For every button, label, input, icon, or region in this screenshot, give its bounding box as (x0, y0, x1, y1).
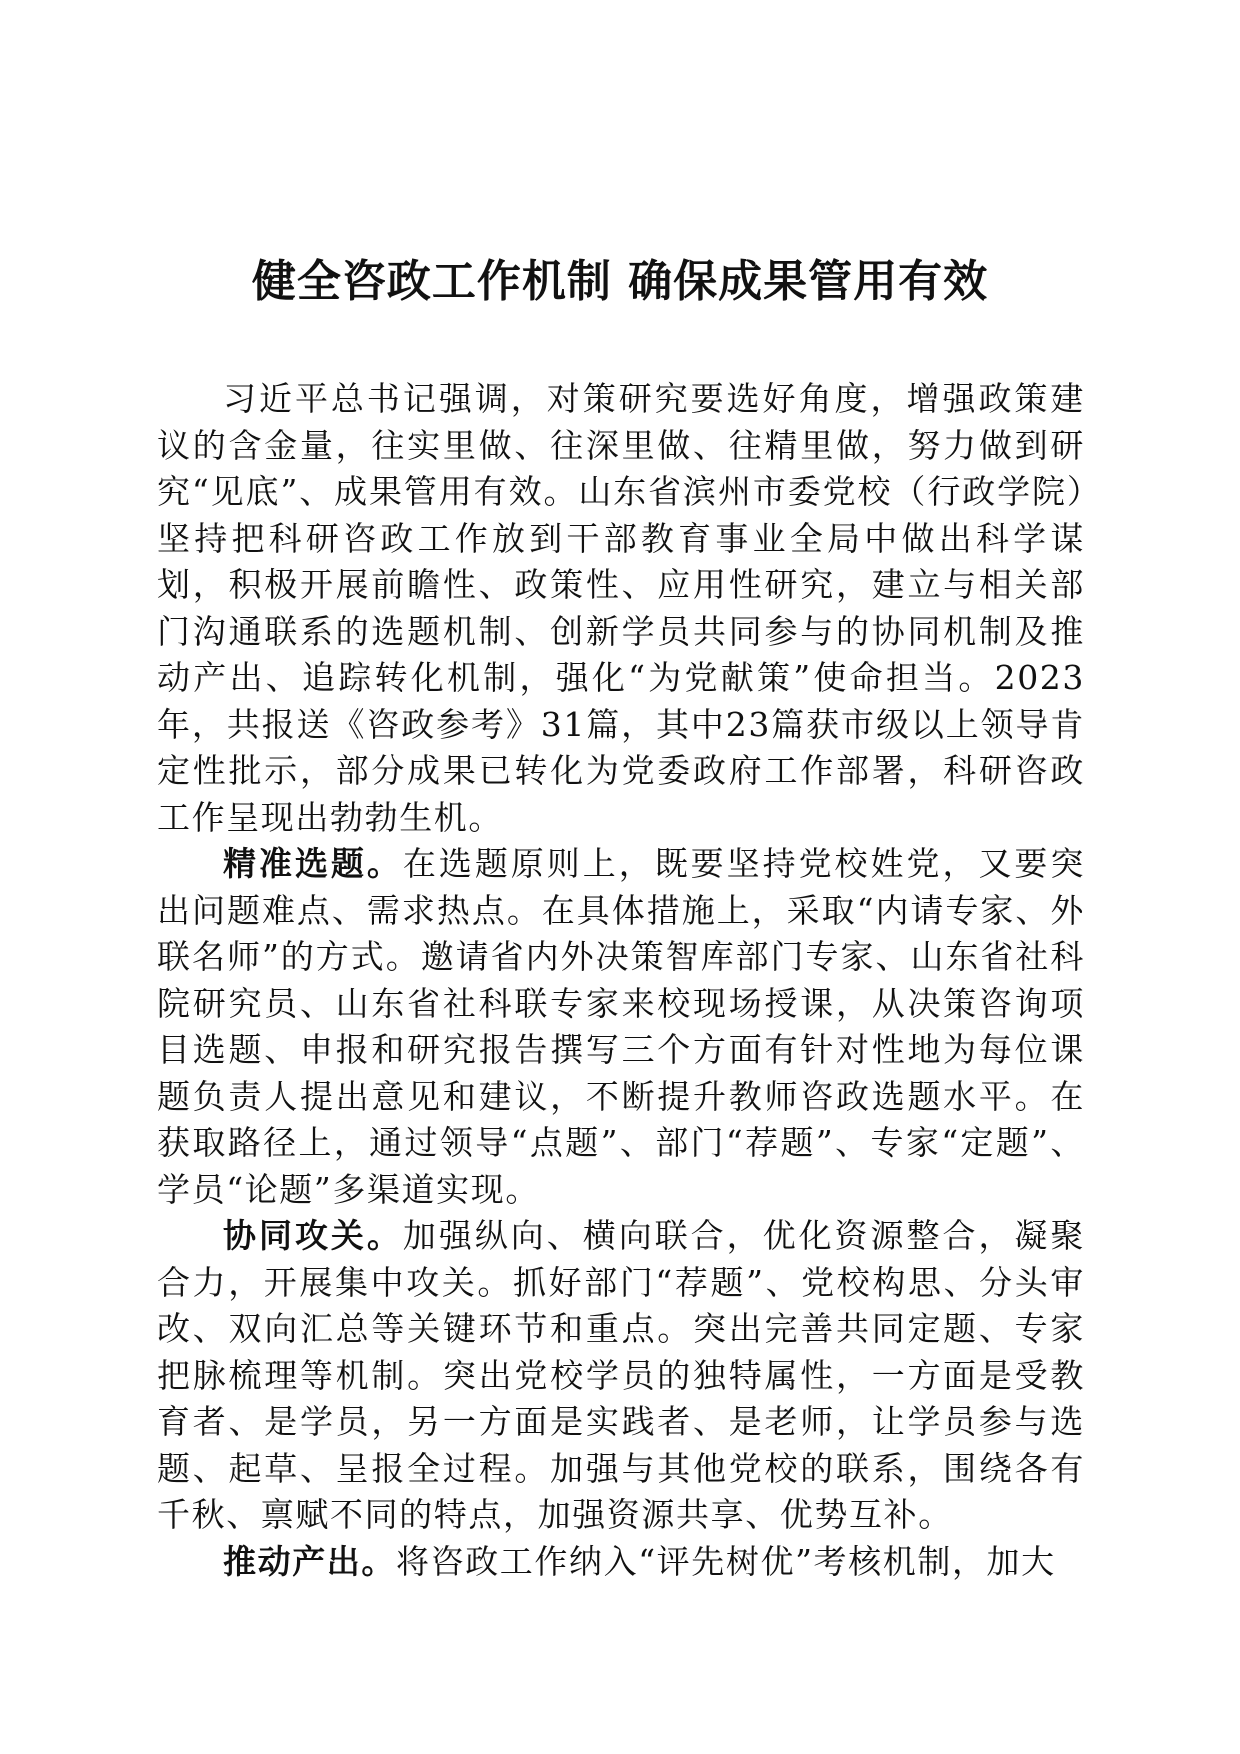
paragraph-lead: 协同攻关。 (223, 1216, 403, 1255)
paragraph-text: 将咨政工作纳入“评先树优”考核机制，加大 (396, 1541, 1056, 1581)
paragraph-promote-output (157, 1539, 1085, 1586)
paragraph-text: 在选题原则上，既要坚持党校姓党，又要突出问题难点、需求热点。在具体措施上，采取“内请专家、外联名师”的方式。邀请省内外决策智库部门专家、山东省社科院研究员、山东省社科联专家来校现场授课，从决策咨询项目选题、申报和研究报告撰写三个方面有针对性地为每位课题负责人提出意见和建议，不断提升教师咨政选题水平。在获取路径上，通过领导“点题”、部门“荐题”、专家“定题”、学员“论题”多渠道实现。 (157, 844, 1086, 1209)
paragraph-collaborative-research (157, 1213, 1085, 1539)
article-body (157, 376, 1085, 1585)
page-title: 健全咨政工作机制 确保成果管用有效 (251, 256, 989, 307)
paragraph-text: 加强纵向、横向联合，优化资源整合，凝聚合力，开展集中攻关。抓好部门“荐题”、党校构思、分头审改、双向汇总等关键环节和重点。突出完善共同定题、专家把脉梳理等机制。突出党校学员的独特属性，一方面是受教育者、是学员，另一方面是实践者、是老师，让学员参与选题、起草、呈报全过程。加强与其他党校的联系，围绕各有千秋、禀赋不同的特点，加强资源共享、优势互补。 (157, 1216, 1086, 1534)
paragraph-lead: 推动产出。 (223, 1541, 396, 1581)
paragraph-intro (157, 376, 1085, 841)
paragraph-lead: 精准选题。 (223, 844, 403, 883)
paragraph-precise-topic-selection (157, 841, 1085, 1213)
paragraph-text: 习近平总书记强调，对策研究要选好角度，增强政策建议的含金量，往实里做、往深里做、往精里做，努力做到研究“见底”、成果管用有效。山东省滨州市委党校（行政学院）坚持把科研咨政工作放到干部教育事业全局中做出科学谋划，积极开展前瞻性、政策性、应用性研究，建立与相关部门沟通联系的选题机制、创新学员共同参与的协同机制及推动产出、追踪转化机制，强化“为党献策”使命担当。2023年，共报送《咨政参考》31篇，其中23篇获市级以上领导肯定性批示，部分成果已转化为党委政府工作部署，科研咨政工作呈现出勃勃生机。 (157, 379, 1085, 837)
